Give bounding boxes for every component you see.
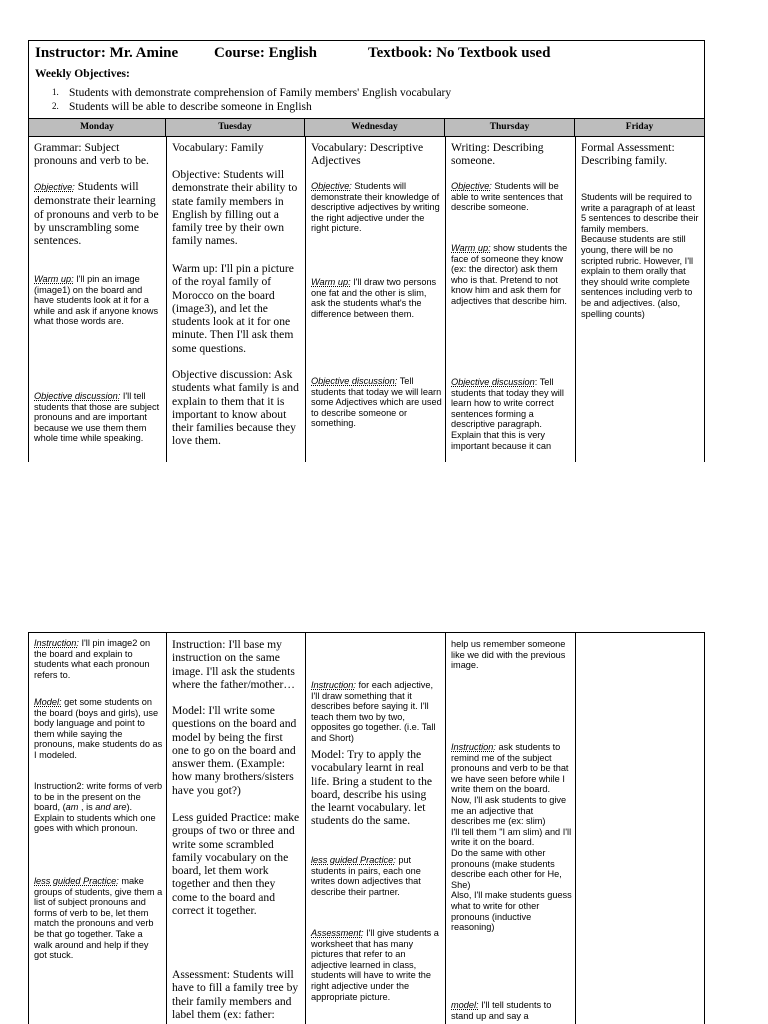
instruction2-text: , is bbox=[78, 802, 96, 813]
friday-assessment-text: Students will be required to write a paragraph of at least 5 sentences to describe their family members. Because students are still young, there will be no scripted rubric. However, I'll explain to them orally that they should write complete sentences including verb to be and adjectives. (also, spelling counts) bbox=[581, 192, 699, 319]
objective-text: Students will be able to write sentences that describe someone. bbox=[451, 181, 563, 213]
discussion-label: Objective discussion: bbox=[311, 376, 398, 386]
monday-objective bbox=[34, 180, 163, 247]
instruction-label: Instruction: bbox=[311, 680, 356, 690]
discussion-text: I'll tell students that those are subject pronouns and are important because we use them them whole time while speaking. bbox=[34, 391, 160, 444]
warmup-label: Warm up: bbox=[451, 243, 491, 253]
monday-discussion bbox=[34, 391, 163, 444]
wednesday-warmup bbox=[311, 277, 442, 319]
monday-cell-top bbox=[29, 137, 167, 462]
warmup-label: Warm up: bbox=[311, 277, 351, 287]
warmup-text: I'll pin an image (image1) on the board and have students look at it for a while and ask if anyone knows what those words are. bbox=[34, 274, 159, 327]
day-tuesday: Tuesday bbox=[166, 119, 305, 136]
objective-label: Objective: bbox=[34, 182, 75, 192]
warmup-label: Warm up: bbox=[34, 274, 74, 284]
instruction-text: for each adjective, I'll draw something that it describes before saying it. I'll teach them two by two, opposites go together. (i.e. Tall and Short) bbox=[311, 680, 436, 743]
lgp-label: less guided Practice: bbox=[34, 876, 119, 886]
tuesday-less-guided-practice: Less guided Practice: make groups of two or three and write some scrambled family vocabulary on the board, let them work together and then they come to the board and correct it together. bbox=[172, 811, 300, 918]
monday-model bbox=[34, 697, 163, 761]
objective-number: 2. bbox=[52, 101, 59, 111]
lgp-label: less guided Practice: bbox=[311, 855, 396, 865]
wednesday-title: Vocabulary: Descriptive Adjectives bbox=[311, 141, 424, 168]
model-label: model: bbox=[451, 1000, 479, 1010]
instruction2-am: am bbox=[65, 802, 79, 813]
wednesday-discussion bbox=[311, 376, 442, 429]
tuesday-cell-bottom bbox=[167, 633, 306, 1024]
thursday-discussion bbox=[451, 377, 572, 451]
thursday-model bbox=[451, 1000, 572, 1021]
tuesday-model: Model: I'll write some questions on the board and model by being the first one to go on the board and answer them. (Example: how many brothers/sisters have you got?) bbox=[172, 704, 297, 797]
tuesday-title: Vocabulary: Family bbox=[172, 141, 264, 154]
thursday-cell-bottom bbox=[446, 633, 576, 1024]
objective-text: Students will demonstrate their learning of pronouns and verb to be by unscrambling some sentences. bbox=[34, 180, 159, 248]
thursday-title: Writing: Describing someone. bbox=[451, 141, 544, 168]
thursday-warmup bbox=[451, 243, 572, 307]
objective-item-2 bbox=[52, 101, 312, 113]
instruction2-are: are bbox=[113, 802, 127, 813]
day-header-row bbox=[28, 118, 705, 137]
warmup-text: show students the face of someone they know (ex: the director) ask them who is that. Pretend to not know him and ask them for adjectives that describe him. bbox=[451, 243, 568, 306]
lgp-text: make groups of students, give them a list of subject pronouns and forms of verb to be, let them match the pronouns and verb be that go together. Take a walk around and help if they got stuck. bbox=[34, 876, 163, 961]
objective-label: Objective: bbox=[451, 181, 492, 191]
model-text: get some students on the board (boys and girls), use body language and point to them while saying the pronouns, make students do as I modeled. bbox=[34, 697, 163, 760]
wednesday-assessment bbox=[311, 928, 442, 1002]
day-friday: Friday bbox=[625, 122, 654, 132]
discussion-text: Tell students that today we will learn some Adjectives which are used to describe someone or something. bbox=[311, 376, 442, 429]
monday-title: Grammar: Subject pronouns and verb to be. bbox=[34, 141, 149, 168]
wednesday-objective bbox=[311, 181, 442, 234]
model-label: Model: bbox=[34, 697, 62, 707]
wednesday-less-guided-practice bbox=[311, 855, 442, 897]
tuesday-objective: Objective: Students will demonstrate their ability to state family members in English by filling out a family tree by their own family names. bbox=[172, 168, 298, 248]
objective-text: Students with demonstrate comprehension of Family members' English vocabulary bbox=[69, 87, 452, 99]
wednesday-instruction bbox=[311, 680, 442, 744]
plan-table-top bbox=[28, 137, 705, 462]
instruction2-text: ). Explain to students which one goes with which pronoun. bbox=[34, 802, 156, 834]
day-thursday: Thursday bbox=[445, 119, 575, 136]
day-wednesday: Wednesday bbox=[305, 119, 445, 136]
instruction2-and: and bbox=[95, 802, 111, 813]
wednesday-model: Model: Try to apply the vocabulary learnt in real life. Bring a student to the board, describe his using the learnt vocabulary. let students do the same. bbox=[311, 748, 433, 828]
instruction-label: Instruction: bbox=[451, 742, 496, 752]
wednesday-cell-bottom bbox=[306, 633, 446, 1024]
monday-cell-bottom bbox=[29, 633, 167, 1024]
lgp-text: put students in pairs, each one writes down adjectives that describe their partner. bbox=[311, 855, 421, 897]
instruction-text: I'll pin image2 on the board and explain to students what each pronoun refers to. bbox=[34, 638, 151, 680]
model-text: I'll tell students to stand up and say a bbox=[451, 1000, 552, 1021]
warmup-text: I'll draw two persons one fat and the other is slim, ask the students what's the difference between them. bbox=[311, 277, 437, 319]
discussion-text: : Tell students that today they will learn how to write correct sentences forming a descriptive paragraph. Explain that this is very important because it can bbox=[451, 377, 564, 451]
course-label: Course: English bbox=[214, 45, 317, 61]
wednesday-cell-top bbox=[306, 137, 446, 462]
weekly-objectives-heading: Weekly Objectives: bbox=[35, 68, 130, 80]
objective-item-1 bbox=[52, 87, 452, 99]
objective-text: Students will be able to describe someone in English bbox=[69, 101, 312, 113]
thursday-cell-top bbox=[446, 137, 576, 462]
objective-number: 1. bbox=[52, 87, 59, 97]
lesson-plan-header bbox=[28, 40, 705, 118]
tuesday-cell-top bbox=[167, 137, 306, 462]
tuesday-instruction: Instruction: I'll base my instruction on the same image. I'll ask the students where the father/mother… bbox=[172, 638, 295, 691]
instructor-label: Instructor: Mr. Amine bbox=[35, 45, 179, 61]
day-monday: Monday bbox=[29, 119, 166, 136]
friday-cell-top bbox=[576, 137, 705, 462]
thursday-continued-text: help us remember someone like we did with the previous image. bbox=[451, 639, 566, 671]
assessment-text: I'll give students a worksheet that has many pictures that refer to an adjective learned in class, students will have to write the right adjective under the appropriate picture. bbox=[311, 928, 439, 1002]
monday-instruction bbox=[34, 638, 163, 680]
monday-less-guided-practice bbox=[34, 876, 163, 961]
friday-title: Formal Assessment: Describing family. bbox=[581, 141, 675, 168]
discussion-label: Objective discussion bbox=[451, 377, 535, 387]
tuesday-assessment: Assessment: Students will have to fill a family tree by their family members and label them (ex: father: bbox=[172, 968, 299, 1021]
instruction-text: ask students to remind me of the subject pronouns and verb to be that we have seen before while I write them on the board. Now, I'll ask students to give me an adjective that describes me (ex: slim) I'll tell them "I am slim) and I'll write it on the board. Do the same with other pronouns (make students describe each other for He, She) Also, I'll make students guess what to write for other pronouns (inductive reasoning) bbox=[451, 742, 572, 933]
discussion-label: Objective discussion: bbox=[34, 391, 121, 401]
instruction2-text: Instruction2: write forms of verb to be in the present on the board, ( bbox=[34, 781, 163, 813]
objective-text: Students will demonstrate their knowledge of descriptive adjectives by writing the right adjective under the right picture. bbox=[311, 181, 440, 234]
tuesday-warmup: Warm up: I'll pin a picture of the royal family of Morocco on the board (image3), and let the students look at it for one minute. Then I'll ask them some questions. bbox=[172, 262, 294, 355]
thursday-objective bbox=[451, 181, 572, 213]
thursday-instruction bbox=[451, 742, 572, 933]
monday-warmup bbox=[34, 274, 163, 327]
tuesday-discussion: Objective discussion: Ask students what family is and explain to them that it is important to know about their families because they love them. bbox=[172, 368, 299, 448]
objective-label: Objective: bbox=[311, 181, 352, 191]
friday-cell-bottom bbox=[576, 633, 705, 1024]
monday-instruction2 bbox=[34, 781, 163, 834]
plan-table-bottom bbox=[28, 632, 705, 1024]
instruction-label: Instruction: bbox=[34, 638, 79, 648]
textbook-label: Textbook: No Textbook used bbox=[368, 45, 551, 61]
assessment-label: Assessment: bbox=[311, 928, 364, 938]
